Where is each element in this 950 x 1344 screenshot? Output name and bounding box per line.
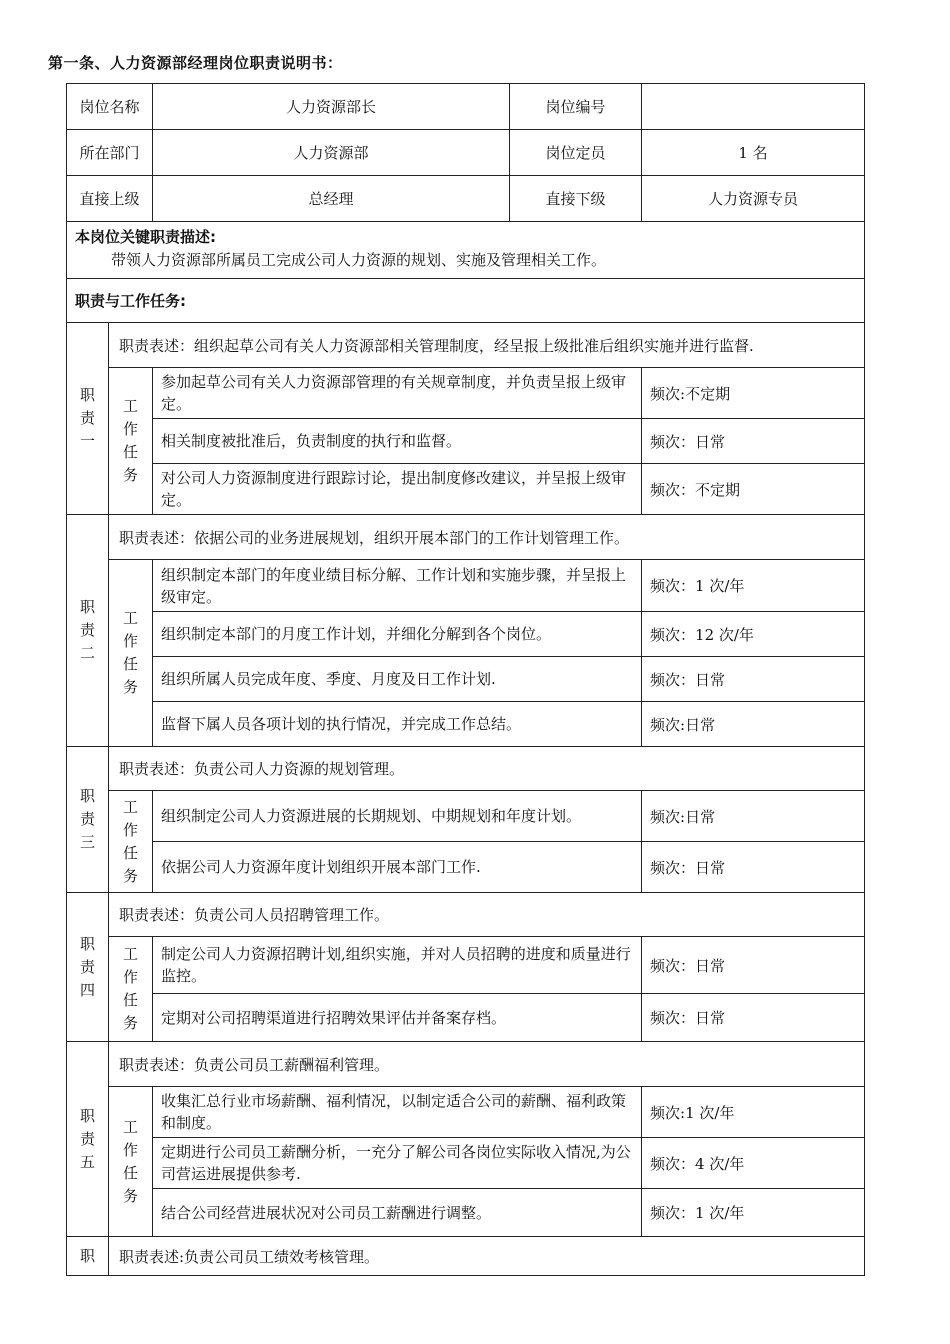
key-duty-row [67, 222, 865, 279]
subordinate-label: 直接下级 [510, 176, 642, 222]
quota-value: 1 名 [642, 130, 865, 176]
task-row [67, 1138, 865, 1189]
task-label-text-char: 工 [123, 609, 139, 627]
job-description-document [66, 83, 864, 1276]
duty-desc-row [67, 515, 865, 560]
duty-label-text-char: 二 [79, 644, 95, 662]
task-text: 定期进行公司员工薪酬分析，一充分了解公司各岗位实际收入情况,为公司营运进展提供参考. [153, 1138, 642, 1189]
task-label-text-char: 工 [123, 397, 139, 415]
task-text: 相关制度被批准后，负责制度的执行和监督。 [153, 419, 642, 464]
task-label-text-char: 务 [123, 678, 139, 696]
task-label-text [109, 796, 152, 888]
task-label [109, 368, 153, 515]
task-frequency: 频次:日常 [642, 791, 865, 842]
task-label-text [109, 607, 152, 699]
task-label [109, 1087, 153, 1237]
task-text: 制定公司人力资源招聘计划,组织实施，并对人员招聘的进度和质量进行监控。 [153, 937, 642, 994]
task-text: 收集汇总行业市场薪酬、福利情况，以制定适合公司的薪酬、福利政策和制度。 [153, 1087, 642, 1138]
duty-label-text-char: 责 [79, 409, 95, 427]
task-row [67, 937, 865, 994]
task-row [67, 612, 865, 657]
duty-label-text-char: 三 [79, 833, 95, 851]
task-row [67, 464, 865, 515]
duty-description: 职责表述:负责公司员工绩效考核管理。 [109, 1237, 865, 1276]
duty-label-text-char: 五 [79, 1152, 95, 1171]
info-row-superior [67, 176, 865, 222]
task-label-text [109, 395, 152, 487]
task-text: 组织所属人员完成年度、季度、月度及日工作计划. [153, 657, 642, 702]
task-label-text [109, 943, 152, 1035]
info-row-dept [67, 130, 865, 176]
task-frequency: 频次：12 次/年 [642, 612, 865, 657]
task-row [67, 657, 865, 702]
duty-description: 职责表述：组织起草公司有关人力资源部相关管理制度，经呈报上级批准后组织实施并进行监督. [109, 323, 865, 368]
task-label-text-char: 作 [123, 1140, 139, 1159]
duty-description: 职责表述：负责公司人员招聘管理工作。 [109, 893, 865, 937]
duty-description: 职责表述：依据公司的业务进展规划，组织开展本部门的工作计划管理工作。 [109, 515, 865, 560]
task-text: 依据公司人力资源年度计划组织开展本部门工作. [153, 842, 642, 893]
task-text: 组织制定本部门的月度工作计划，并细化分解到各个岗位。 [153, 612, 642, 657]
task-label-text-char: 作 [123, 632, 139, 650]
task-frequency: 频次：1 次/年 [642, 560, 865, 612]
key-duty-heading: 本岗位关键职责描述: [75, 228, 216, 246]
duties-heading-row [67, 279, 865, 323]
task-row [67, 842, 865, 893]
task-text: 参加起草公司有关人力资源部管理的有关规章制度，并负责呈报上级审定。 [153, 368, 642, 419]
post-no-label: 岗位编号 [510, 84, 642, 130]
key-duty-text: 带领人力资源部所属员工完成公司人力资源的规划、实施及管理相关工作。 [111, 251, 607, 269]
task-label-text-char: 务 [123, 466, 139, 484]
superior-value: 总经理 [153, 176, 510, 222]
duty-label: 职 [67, 1237, 109, 1276]
task-label-text-char: 作 [123, 420, 139, 438]
task-text: 结合公司经营进展状况对公司员工薪酬进行调整。 [153, 1189, 642, 1237]
duty-label-text-char: 职 [79, 1106, 95, 1125]
duty-label-text-char: 责 [79, 810, 95, 828]
task-label-text-char: 务 [123, 866, 139, 885]
duties-heading: 职责与工作任务: [67, 279, 865, 323]
duty-label-text-char: 一 [79, 432, 95, 450]
task-frequency: 频次：日常 [642, 937, 865, 994]
key-duty-cell [67, 222, 865, 279]
document-title: 第一条、人力资源部经理岗位职责说明书： [48, 54, 343, 72]
duty-desc-row [67, 323, 865, 368]
task-row [67, 368, 865, 419]
task-frequency: 频次：日常 [642, 842, 865, 893]
task-frequency: 频次：日常 [642, 657, 865, 702]
task-label-text-char: 作 [123, 968, 139, 986]
duty-label-text-char: 四 [79, 980, 95, 999]
duty-label-text [67, 384, 108, 453]
duty-label [67, 747, 109, 893]
task-label-text-char: 工 [123, 797, 139, 816]
task-frequency: 频次：1 次/年 [642, 1189, 865, 1237]
duty-label [67, 893, 109, 1042]
task-row [67, 702, 865, 747]
job-description-table [66, 83, 865, 1276]
duty-label-text [67, 785, 108, 854]
task-text: 组织制定本部门的年度业绩目标分解、工作计划和实施步骤，并呈报上级审定。 [153, 560, 642, 612]
task-row [67, 1087, 865, 1138]
duty-description: 职责表述：负责公司人力资源的规划管理。 [109, 747, 865, 791]
task-frequency: 频次：日常 [642, 994, 865, 1042]
duty-label-text [67, 596, 108, 665]
task-label-text-char: 任 [123, 443, 139, 461]
task-frequency: 频次:日常 [642, 702, 865, 747]
task-label [109, 560, 153, 747]
task-label-text-char: 任 [123, 991, 139, 1009]
duty-label-text [67, 933, 108, 1002]
duty-desc-row [67, 1237, 865, 1276]
task-row [67, 560, 865, 612]
task-label-text-char: 任 [123, 843, 139, 862]
duty-label-text-char: 责 [79, 957, 95, 976]
task-frequency: 频次：4 次/年 [642, 1138, 865, 1189]
task-row [67, 791, 865, 842]
task-label-text-char: 务 [123, 1014, 139, 1032]
dept-value: 人力资源部 [153, 130, 510, 176]
task-row [67, 1189, 865, 1237]
duty-label-text-char: 责 [79, 1129, 95, 1148]
task-label-text [109, 1116, 152, 1208]
task-label-text-char: 工 [123, 1117, 139, 1136]
duty-label-text-char: 职 [79, 934, 95, 953]
task-text: 监督下属人员各项计划的执行情况，并完成工作总结。 [153, 702, 642, 747]
subordinate-value: 人力资源专员 [642, 176, 865, 222]
duty-label-text-char: 职 [79, 386, 95, 404]
task-label-text-char: 任 [123, 1163, 139, 1182]
task-label-text-char: 任 [123, 655, 139, 673]
task-label [109, 937, 153, 1042]
dept-label: 所在部门 [67, 130, 153, 176]
task-label-text-char: 工 [123, 945, 139, 963]
post-name-label: 岗位名称 [67, 84, 153, 130]
duty-label [67, 1042, 109, 1237]
task-label-text-char: 务 [123, 1186, 139, 1205]
superior-label: 直接上级 [67, 176, 153, 222]
task-row [67, 994, 865, 1042]
task-label-text-char: 作 [123, 820, 139, 839]
duty-desc-row [67, 893, 865, 937]
duty-label-text [67, 1105, 108, 1174]
duty-label [67, 515, 109, 747]
duty-desc-row [67, 747, 865, 791]
task-text: 组织制定公司人力资源进展的长期规划、中期规划和年度计划。 [153, 791, 642, 842]
duty-label-text-char: 责 [79, 621, 95, 639]
post-no-value [642, 84, 865, 130]
duty-label-text-char: 职 [79, 598, 95, 616]
quota-label: 岗位定员 [510, 130, 642, 176]
info-row-post [67, 84, 865, 130]
task-text: 对公司人力资源制度进行跟踪讨论，提出制度修改建议，并呈报上级审定。 [153, 464, 642, 515]
task-frequency: 频次:1 次/年 [642, 1087, 865, 1138]
post-name-value: 人力资源部长 [153, 84, 510, 130]
duty-label-text-char: 职 [79, 787, 95, 805]
duty-desc-row [67, 1042, 865, 1087]
task-row [67, 419, 865, 464]
task-label [109, 791, 153, 893]
task-frequency: 频次：不定期 [642, 464, 865, 515]
task-text: 定期对公司招聘渠道进行招聘效果评估并备案存档。 [153, 994, 642, 1042]
duty-description: 职责表述：负责公司员工薪酬福利管理。 [109, 1042, 865, 1087]
task-frequency: 频次:不定期 [642, 368, 865, 419]
duty-label [67, 323, 109, 515]
task-frequency: 频次：日常 [642, 419, 865, 464]
